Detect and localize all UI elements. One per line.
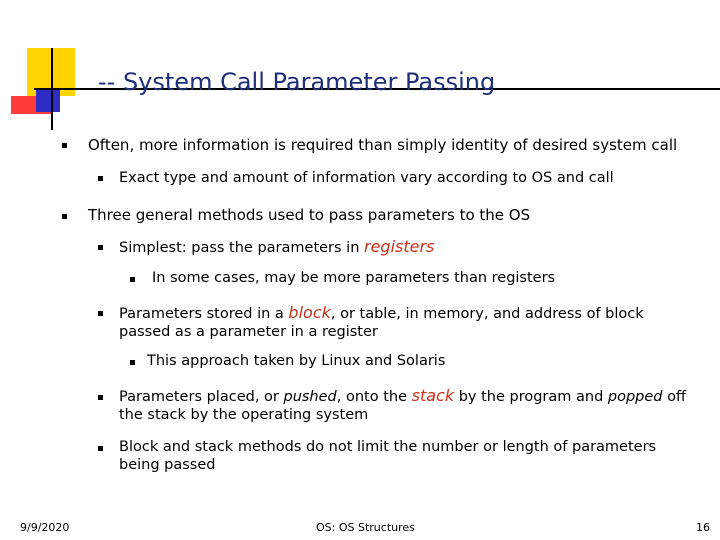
footer-date: 9/9/2020 [20, 521, 70, 534]
bullet-text: This approach taken by Linux and Solaris [147, 353, 446, 369]
text-span: off the stack by the operating system [119, 389, 686, 423]
text-span: Parameters stored in a [119, 306, 289, 322]
slide-title: -- System Call Parameter Passing [98, 68, 496, 96]
bullet-marker [98, 245, 103, 250]
bullet-text: Often, more information is required than simply identity of desired system call [88, 136, 678, 154]
bullet-marker [62, 143, 67, 148]
emphasis-registers: registers [364, 237, 435, 256]
bullet-text: In some cases, may be more parameters than registers [152, 270, 556, 286]
bullet-text [119, 238, 699, 257]
bullet-marker [98, 446, 103, 451]
emphasis-stack: stack [411, 386, 455, 405]
text-span: , onto the [336, 389, 412, 405]
footer-page-number: 16 [696, 521, 710, 534]
bullet-text: Block and stack methods do not limit the number or length of parameters being passed [119, 439, 657, 473]
text-span: , or table, in memory, and address of block passed as a parameter in a register [119, 306, 644, 340]
bullet-text [119, 304, 659, 341]
text-span: Simplest: pass the parameters in [119, 240, 364, 256]
text-span: by the program and [454, 389, 608, 405]
emphasis-pushed: pushed [283, 389, 337, 405]
emphasis-popped: popped [607, 389, 663, 405]
emphasis-block: block [288, 303, 331, 322]
bullet-marker [98, 395, 103, 400]
bullet-marker [62, 214, 67, 219]
bullet-text [119, 387, 694, 424]
text-span: Parameters placed, or [119, 389, 284, 405]
bullet-marker [98, 176, 103, 181]
decor-blue-square [36, 88, 60, 112]
bullet-marker [98, 311, 103, 316]
footer-center: OS: OS Structures [316, 521, 415, 534]
bullet-marker [130, 360, 135, 365]
bullet-marker [130, 277, 135, 282]
bullet-text: Three general methods used to pass parameters to the OS [88, 206, 531, 224]
bullet-text: Exact type and amount of information vary according to OS and call [119, 170, 614, 186]
